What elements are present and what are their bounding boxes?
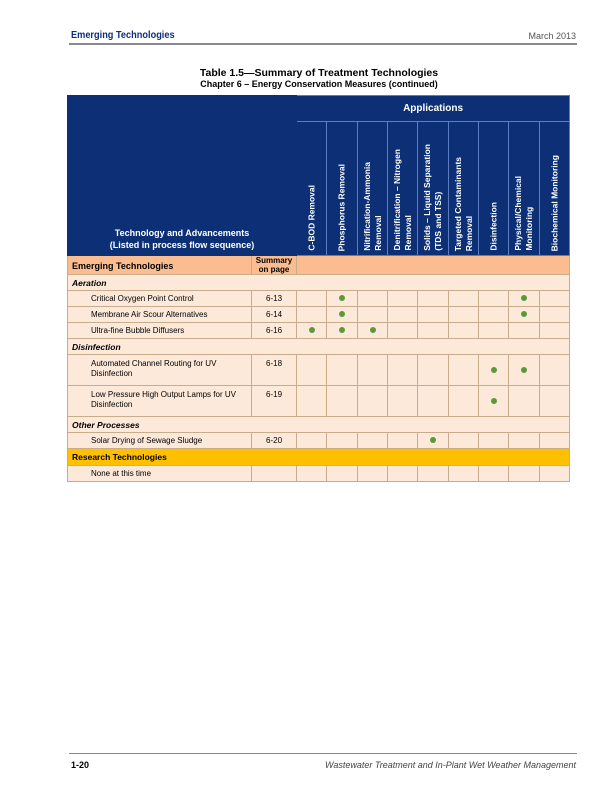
applies-dot-icon (521, 311, 527, 317)
application-cell (327, 291, 358, 307)
applies-dot-icon (521, 295, 527, 301)
application-cell (418, 323, 449, 339)
application-column-label: Physical/Chemical Monitoring (513, 176, 535, 251)
application-cell (327, 386, 358, 417)
application-column-heading (418, 122, 449, 256)
application-cell (418, 307, 449, 323)
application-cell (540, 355, 570, 386)
application-cell (449, 466, 479, 482)
application-cell (358, 355, 388, 386)
technology-row (68, 386, 570, 417)
application-cell (509, 355, 540, 386)
applies-dot-icon (370, 327, 376, 333)
application-cell (388, 291, 418, 307)
running-header-section: Emerging Technologies (71, 30, 175, 41)
application-cell (418, 355, 449, 386)
application-cell (297, 291, 327, 307)
application-cell (297, 466, 327, 482)
summary-page: 6-20 (252, 433, 297, 449)
technology-row (68, 323, 570, 339)
application-column-label: C-BOD Removal (306, 185, 317, 251)
application-column-heading (327, 122, 358, 256)
application-cell (418, 433, 449, 449)
application-cell (297, 355, 327, 386)
application-cell (509, 323, 540, 339)
treatment-technologies-table (67, 95, 570, 482)
application-column-label: Nitrification-Ammonia Removal (361, 162, 383, 251)
technology-row (68, 466, 570, 482)
application-cell (509, 386, 540, 417)
application-column-heading (358, 122, 388, 256)
applies-dot-icon (339, 327, 345, 333)
application-cell (388, 386, 418, 417)
applies-dot-icon (491, 367, 497, 373)
applications-heading: Applications (297, 96, 570, 122)
application-column-heading (509, 122, 540, 256)
application-cell (297, 307, 327, 323)
page-number: 1-20 (71, 760, 90, 770)
emerging-technologies-label: Emerging Technologies (68, 256, 252, 275)
applies-dot-icon (309, 327, 315, 333)
technology-name: Automated Channel Routing for UV Disinfection (68, 355, 252, 386)
application-cell (509, 466, 540, 482)
application-cell (449, 291, 479, 307)
application-cell (540, 466, 570, 482)
application-cell (358, 291, 388, 307)
application-cell (449, 307, 479, 323)
application-cell (327, 307, 358, 323)
application-column-label: Denitrification – Nitrogen Removal (391, 149, 413, 251)
application-cell (418, 466, 449, 482)
summary-page: 6-13 (252, 291, 297, 307)
application-cell (297, 323, 327, 339)
summary-page: 6-18 (252, 355, 297, 386)
technology-name: Low Pressure High Output Lamps for UV Disinfection (68, 386, 252, 417)
application-cell (327, 355, 358, 386)
applies-dot-icon (521, 367, 527, 373)
group-row (68, 417, 570, 433)
application-cell (418, 291, 449, 307)
applies-dot-icon (430, 437, 436, 443)
group-heading: Aeration (68, 275, 570, 291)
technology-column-heading (68, 96, 297, 256)
footer-rule (69, 753, 577, 754)
application-cell (479, 466, 509, 482)
publication-title: Wastewater Treatment and In-Plant Wet Weather Management (325, 760, 576, 770)
application-cell (540, 323, 570, 339)
applies-dot-icon (339, 295, 345, 301)
application-cell (418, 386, 449, 417)
group-row (68, 275, 570, 291)
application-cell (449, 355, 479, 386)
application-column-heading (479, 122, 509, 256)
running-header-date: March 2013 (528, 31, 576, 41)
summary-page (252, 466, 297, 482)
application-cell (449, 433, 479, 449)
application-cell (358, 466, 388, 482)
application-cell (358, 386, 388, 417)
application-cell (327, 466, 358, 482)
applies-dot-icon (491, 398, 497, 404)
application-cell (479, 433, 509, 449)
header-rule (69, 43, 577, 45)
application-cell (509, 307, 540, 323)
group-heading: Disinfection (68, 339, 570, 355)
application-cell (388, 323, 418, 339)
application-cell (327, 323, 358, 339)
technology-row (68, 307, 570, 323)
application-cell (388, 355, 418, 386)
application-cell (297, 433, 327, 449)
research-technologies-label: Research Technologies (68, 449, 570, 466)
technology-name: Ultra-fine Bubble Diffusers (68, 323, 252, 339)
summary-page: 6-19 (252, 386, 297, 417)
table-subtitle: Chapter 6 – Energy Conservation Measures (continued) (200, 79, 438, 89)
application-cell (479, 307, 509, 323)
summary-page: 6-16 (252, 323, 297, 339)
application-cell (479, 355, 509, 386)
table-title: Table 1.5—Summary of Treatment Technologies (199, 67, 439, 79)
technology-name: Membrane Air Scour Alternatives (68, 307, 252, 323)
application-cell (358, 433, 388, 449)
technology-name: Solar Drying of Sewage Sludge (68, 433, 252, 449)
application-column-label: Targeted Contaminants Removal (452, 156, 474, 251)
application-cell (358, 323, 388, 339)
application-cell (388, 433, 418, 449)
technology-name: Critical Oxygen Point Control (68, 291, 252, 307)
application-column-label: Phosphorus Removal (336, 163, 347, 251)
application-column-label: Biochemical Monitoring (549, 154, 560, 251)
application-cell (509, 291, 540, 307)
application-column-label: Solids – Liquid Separation (TDS and TSS) (422, 144, 444, 251)
group-heading: Other Processes (68, 417, 570, 433)
application-cell (540, 307, 570, 323)
application-cell (449, 386, 479, 417)
research-technologies-row (68, 449, 570, 466)
summary-on-page-heading (252, 256, 297, 275)
application-cell (479, 291, 509, 307)
application-column-heading (297, 122, 327, 256)
technology-row (68, 433, 570, 449)
technology-row (68, 291, 570, 307)
technology-row (68, 355, 570, 386)
summary-heading-text: Summary on page (255, 256, 293, 274)
application-cell (358, 307, 388, 323)
emerging-band-fill (297, 256, 570, 275)
application-column-heading (540, 122, 570, 256)
applies-dot-icon (339, 311, 345, 317)
application-column-heading (388, 122, 418, 256)
application-cell (388, 307, 418, 323)
group-row (68, 339, 570, 355)
application-cell (540, 291, 570, 307)
application-cell (388, 466, 418, 482)
application-cell (509, 433, 540, 449)
application-column-label: Disinfection (488, 202, 499, 251)
application-cell (297, 386, 327, 417)
application-cell (449, 323, 479, 339)
application-cell (479, 323, 509, 339)
application-cell (540, 386, 570, 417)
summary-page: 6-14 (252, 307, 297, 323)
technology-heading-text: Technology and Advancements (Listed in process flow sequence) (109, 228, 255, 250)
application-column-heading (449, 122, 479, 256)
application-cell (540, 433, 570, 449)
application-cell (479, 386, 509, 417)
application-cell (327, 433, 358, 449)
technology-name: None at this time (68, 466, 252, 482)
